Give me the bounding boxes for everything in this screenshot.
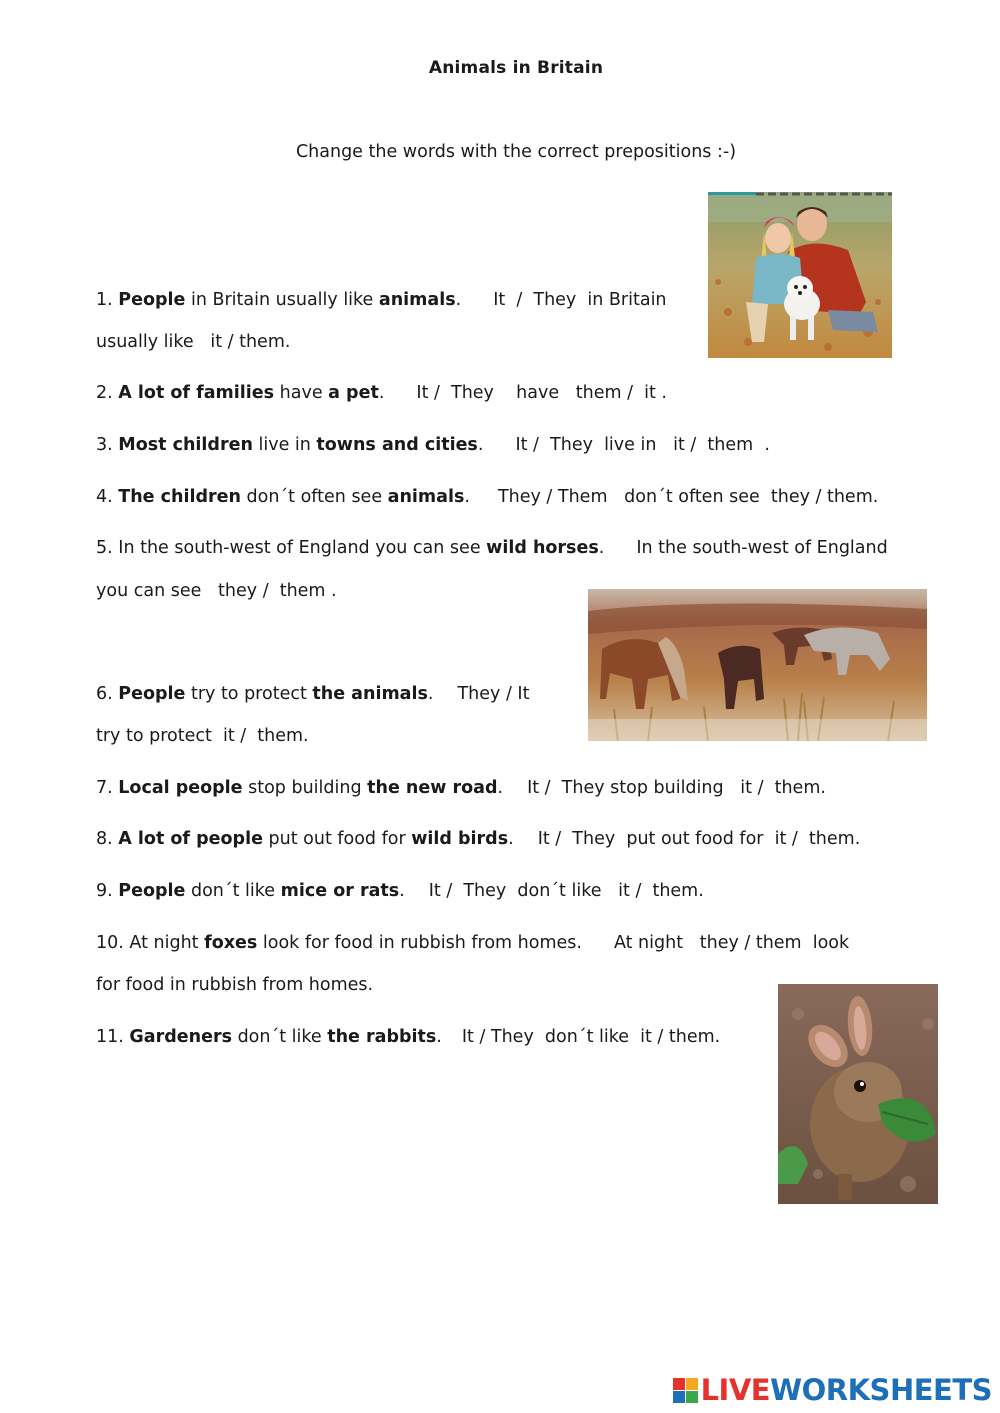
subject-words: Most children xyxy=(118,435,253,455)
item-number: 11. xyxy=(96,1027,124,1047)
photo-wild-horses xyxy=(588,589,927,741)
item-5 xyxy=(96,536,888,560)
sentence-text: in Britain usually like xyxy=(185,290,379,310)
item-1 xyxy=(96,288,667,312)
object-words: the animals xyxy=(312,684,428,704)
item-number: 7. xyxy=(96,778,113,798)
page-title: Animals in Britain xyxy=(428,58,604,78)
answer-text: They / It xyxy=(457,684,530,704)
object-words: mice or rats xyxy=(280,881,400,901)
answer-text: It / They stop building it / them. xyxy=(527,778,826,798)
item-7 xyxy=(96,776,826,800)
sentence-text: try to protect xyxy=(185,684,313,704)
sentence-text: . xyxy=(477,435,484,455)
sentence-text: . xyxy=(378,383,385,403)
photo-children-with-dog xyxy=(708,192,892,358)
subject-words: The children xyxy=(118,487,241,507)
item-11 xyxy=(96,1025,720,1049)
item-10 xyxy=(96,931,849,955)
answer-text: usually like it / them. xyxy=(96,332,291,352)
subject-words: A lot of people xyxy=(118,829,263,849)
answer-text: It / They don´t like it / them. xyxy=(428,881,704,901)
subject-words: Local people xyxy=(118,778,243,798)
sentence-text: don´t often see xyxy=(240,487,388,507)
brand-worksheets: WORKSHEETS xyxy=(770,1373,992,1407)
answer-text: They / Them don´t often see they / them. xyxy=(497,487,879,507)
object-words: towns and cities xyxy=(316,435,478,455)
liveworksheets-logo-icon xyxy=(673,1378,698,1403)
item-5-continued xyxy=(96,579,337,603)
item-number: 2. xyxy=(96,383,113,403)
brand-live: LIVE xyxy=(700,1373,771,1407)
item-number: 6. xyxy=(96,684,113,704)
item-9 xyxy=(96,879,704,903)
object-words: the rabbits xyxy=(327,1027,437,1047)
subject-words: People xyxy=(118,684,186,704)
sentence-text: . xyxy=(455,290,462,310)
item-6-continued xyxy=(96,724,309,748)
object-words: wild birds xyxy=(411,829,509,849)
photo-rabbit xyxy=(778,984,938,1204)
sentence-text: . xyxy=(399,881,405,901)
liveworksheets-logo[interactable] xyxy=(673,1375,992,1405)
sentence-text: don´t like xyxy=(185,881,281,901)
sentence-text: . xyxy=(598,538,605,558)
item-number: 9. xyxy=(96,881,113,901)
item-number: 10. xyxy=(96,933,124,953)
sentence-text: look for food in rubbish from homes. xyxy=(257,933,582,953)
answer-text: try to protect it / them. xyxy=(96,726,309,746)
sentence-text: stop building xyxy=(242,778,368,798)
item-1-continued xyxy=(96,330,290,354)
item-number: 4. xyxy=(96,487,113,507)
sentence-text: At night xyxy=(129,933,205,953)
subject-words: A lot of families xyxy=(118,383,275,403)
answer-text: In the south-west of England xyxy=(636,538,888,558)
item-2 xyxy=(96,381,667,405)
sentence-text: live in xyxy=(252,435,317,455)
item-8 xyxy=(96,827,860,851)
instruction: Change the words with the correct prepositions :-) xyxy=(295,142,737,162)
answer-text: It / They have them / it . xyxy=(416,383,667,403)
answer-text: It / They put out food for it / them. xyxy=(537,829,861,849)
object-words: the new road xyxy=(367,778,498,798)
answer-text: you can see they / them . xyxy=(96,581,337,601)
answer-text: It / They don´t like it / them. xyxy=(461,1027,721,1047)
sentence-text: . xyxy=(464,487,470,507)
item-3 xyxy=(96,433,770,457)
sentence-text: . xyxy=(427,684,434,704)
object-words: wild horses xyxy=(486,538,599,558)
sentence-text: In the south-west of England you can see xyxy=(118,538,487,558)
sentence-text: . xyxy=(436,1027,442,1047)
object-words: a pet xyxy=(328,383,379,403)
object-words: animals xyxy=(387,487,465,507)
item-10-continued xyxy=(96,973,373,997)
subject-words: People xyxy=(118,290,186,310)
item-number: 3. xyxy=(96,435,113,455)
item-number: 8. xyxy=(96,829,113,849)
subject-words: foxes xyxy=(204,933,258,953)
item-number: 1. xyxy=(96,290,113,310)
answer-text: It / They live in it / them . xyxy=(515,435,770,455)
object-words: animals xyxy=(378,290,456,310)
sentence-text: put out food for xyxy=(262,829,412,849)
sentence-text: don´t like xyxy=(232,1027,328,1047)
subject-words: People xyxy=(118,881,186,901)
item-4 xyxy=(96,485,878,509)
subject-words: Gardeners xyxy=(129,1027,232,1047)
sentence-text: have xyxy=(274,383,329,403)
item-6 xyxy=(96,682,529,706)
sentence-text: . xyxy=(497,778,504,798)
item-number: 5. xyxy=(96,538,113,558)
answer-text: At night they / them look xyxy=(613,933,850,953)
answer-text: It / They in Britain xyxy=(493,290,667,310)
answer-text: for food in rubbish from homes. xyxy=(96,975,374,995)
sentence-text: . xyxy=(508,829,514,849)
